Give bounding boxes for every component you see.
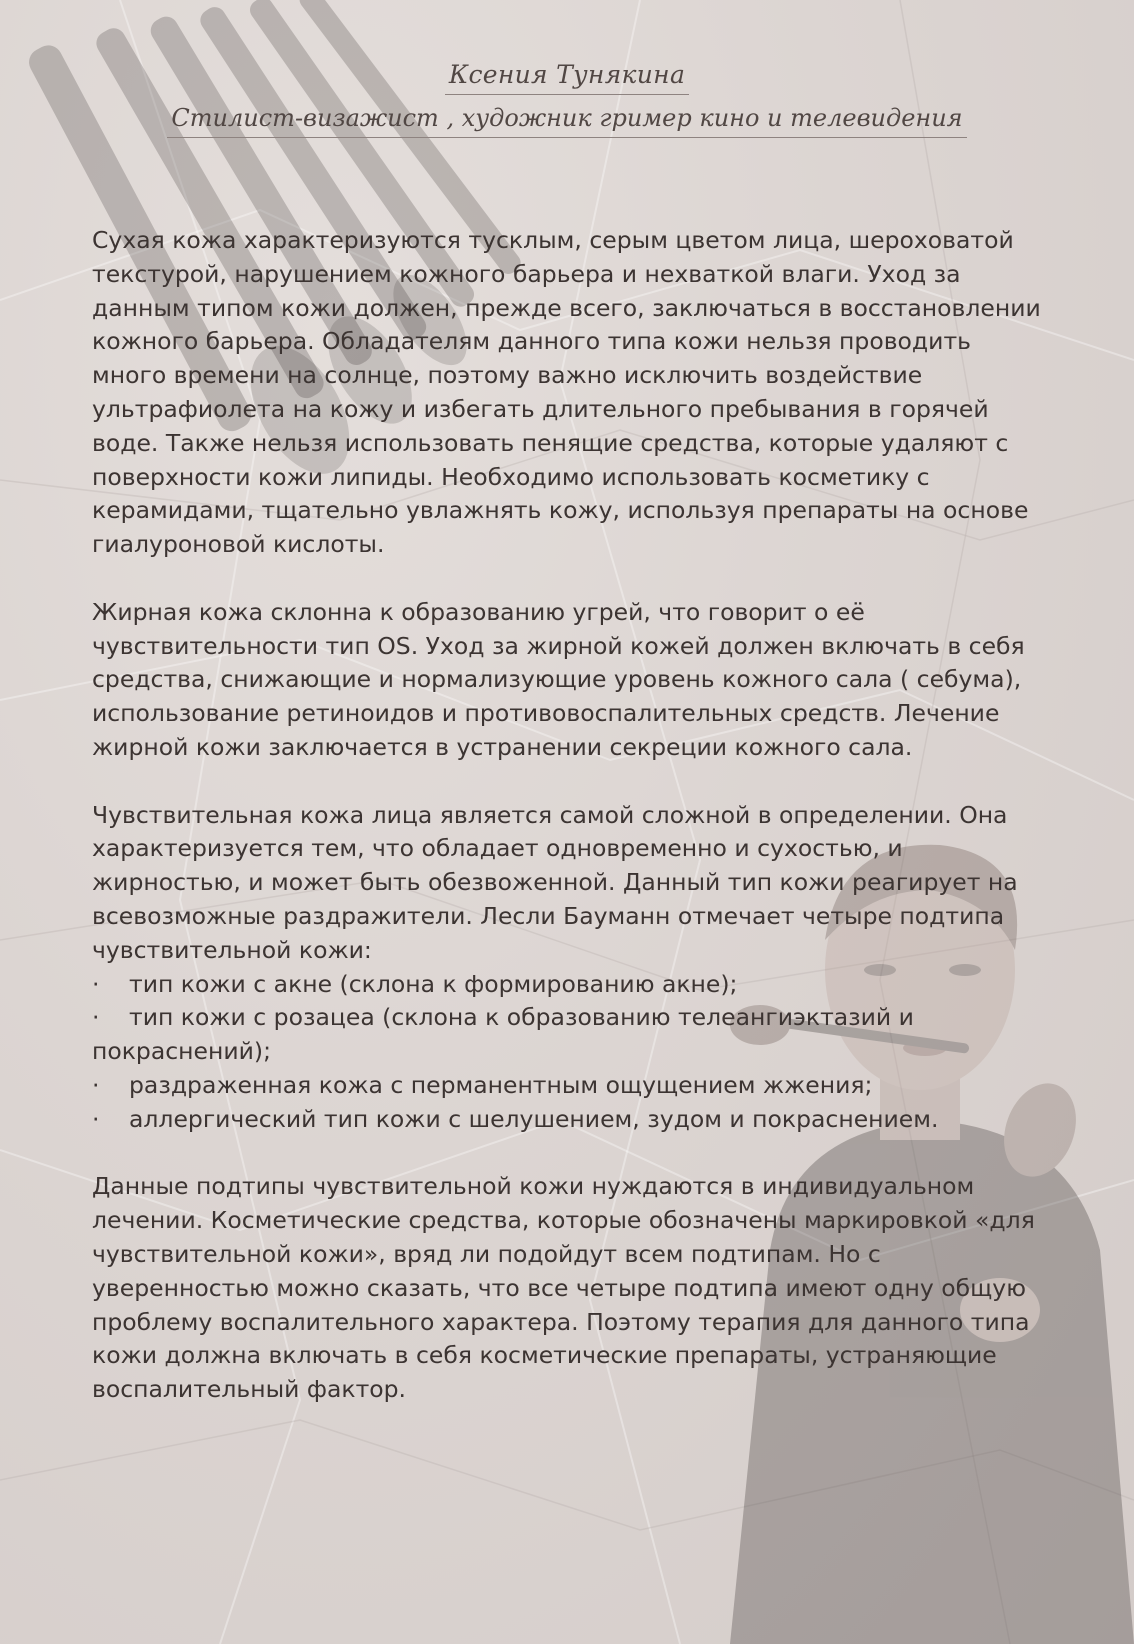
list-item-text: тип кожи с акне (склона к формированию акне);	[129, 969, 738, 998]
list-item-text: аллергический тип кожи с шелушением, зудом и покраснением.	[129, 1104, 939, 1133]
paragraph-gap	[92, 765, 1052, 799]
list-item	[92, 968, 1052, 1002]
list-item	[92, 1001, 1052, 1069]
document-header	[0, 60, 1134, 138]
article-body	[92, 224, 1052, 1407]
author-role: Стилист-визажист , художник гример кино и телевидения	[167, 104, 966, 138]
paragraph-gap	[92, 1137, 1052, 1171]
paragraph-dry-skin: Сухая кожа характеризуются тусклым, серым цветом лица, шероховатой текстурой, нарушением кожного барьера и нехваткой влаги. Уход за данным типом кожи должен, прежде всего, заключаться в восстановлении кожного барьера. Обладателям данного типа кожи нельзя проводить много времени на солнце, поэтому важно исключить воздействие ультрафиолета на кожу и избегать длительного пребывания в горячей воде. Также нельзя использовать пенящие средства, которые удаляют с поверхности кожи липиды. Необходимо использовать косметику с керамидами, тщательно увлажнять кожу, используя препараты на основе гиалуроновой кислоты.	[92, 226, 1041, 559]
author-name: Ксения Тунякина	[445, 60, 689, 95]
subtype-list	[92, 968, 1052, 1137]
bullet-marker: ·	[92, 1104, 100, 1133]
list-item-text: раздраженная кожа с перманентным ощущением жжения;	[129, 1070, 873, 1099]
paragraph-oily-skin: Жирная кожа склонна к образованию угрей, что говорит о её чувствительности тип OS. Уход за жирной кожей должен включать в себя средства, снижающие и нормализующие уровень кожного сала ( себума), использование ретиноидов и противовоспалительных средств. Лечение жирной кожи заключается в устранении секреции кожного сала.	[92, 597, 1025, 761]
paragraph-conclusion: Данные подтипы чувствительной кожи нуждаются в индивидуальном лечении. Косметические средства, которые обозначены маркировкой «для чувствительной кожи», вряд ли подойдут всем подтипам. Но с уверенностью можно сказать, что все четыре подтипа имеют одну общую проблему воспалительного характера. Поэтому терапия для данного типа кожи должна включать в себя косметические препараты, устраняющие воспалительный фактор.	[92, 1172, 1035, 1404]
paragraph-sensitive-skin: Чувствительная кожа лица является самой сложной в определении. Она характеризуется тем, что обладает одновременно и сухостью, и жирностью, и может быть обезвоженной. Данный тип кожи реагирует на всевозможные раздражители. Лесли Бауманн отмечает четыре подтипа чувствительной кожи:	[92, 800, 1018, 964]
list-item-text: тип кожи с розацеа (склона к образованию телеангиэктазий и покраснений);	[92, 1003, 914, 1066]
bullet-marker: ·	[92, 1070, 100, 1099]
bullet-marker: ·	[92, 969, 100, 998]
list-item	[92, 1069, 1052, 1103]
bullet-marker: ·	[92, 1003, 100, 1032]
list-item	[92, 1103, 1052, 1137]
paragraph-gap	[92, 562, 1052, 596]
